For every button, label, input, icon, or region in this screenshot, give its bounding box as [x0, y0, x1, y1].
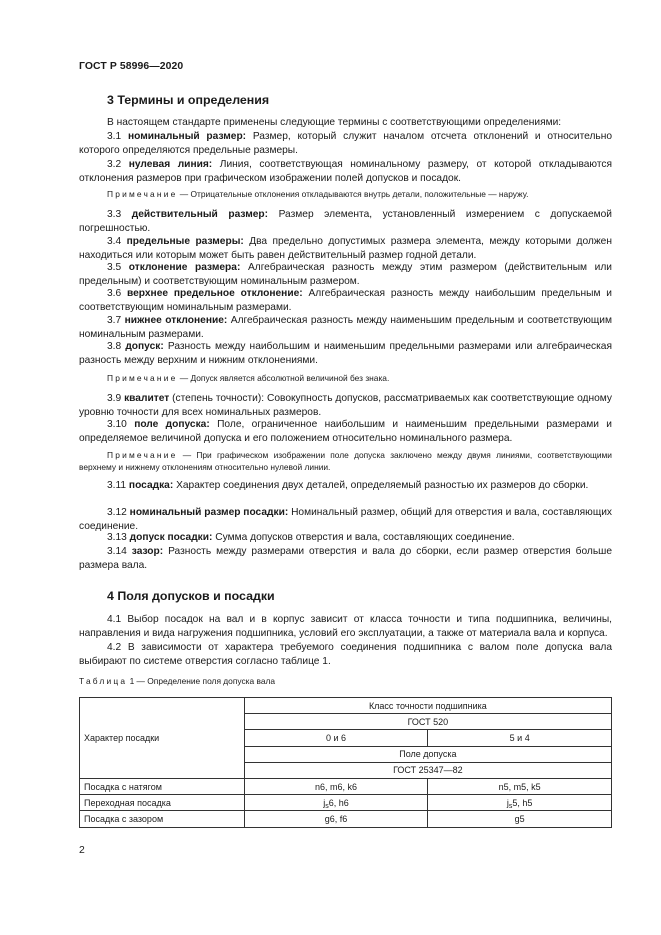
row-label: Посадка с зазором	[80, 811, 245, 827]
term-3-10: 3.10 поле допуска: Поле, ограниченное наибольшим и наименьшим предельными размерами и определяемое величиной допуска и его положением относительно номинального размера.	[79, 419, 612, 445]
intro-paragraph: В настоящем стандарте применены следующие термины с соответствующими определениями:	[107, 117, 562, 128]
term-3-11: 3.11 посадка: Характер соединения двух деталей, определяемый разностью их размеров до сборки.	[107, 480, 589, 491]
header-gost-520: ГОСТ 520	[244, 714, 611, 730]
tolerance-table	[79, 697, 612, 828]
page-number: 2	[79, 845, 85, 856]
header-class-0-6: 0 и 6	[244, 730, 428, 746]
term-3-13: 3.13 допуск посадки: Сумма допусков отверстия и вала, составляющих соединение.	[107, 532, 515, 543]
term-3-9: 3.9 квалитет (степень точности): Совокупность допусков, рассматриваемых как соответствующие одному уровню точности для всех номинальных размеров.	[79, 393, 612, 419]
table-row	[80, 778, 612, 794]
term-3-2: 3.2 нулевая линия: Линия, соответствующая номинальному размеру, от которой откладываются отклонения размеров при графическом изображении полей допусков и посадок.	[79, 159, 612, 185]
term-3-3: 3.3 действительный размер: Размер элемента, установленный измерением с допускаемой погрешностью.	[79, 209, 612, 235]
term-3-14: 3.14 зазор: Разность между размерами отверстия и вала до сборки, если размер отверстия больше размера вала.	[79, 546, 612, 572]
header-fit-character: Характер посадки	[80, 698, 245, 779]
table-row	[80, 811, 612, 827]
header-gost-25347: ГОСТ 25347—82	[244, 762, 611, 778]
cell-value: n6, m6, k6	[244, 778, 428, 794]
paragraph-4-1: 4.1 Выбор посадок на вал и в корпус зависит от класса точности и типа подшипника, величины, направления и вида нагружения подшипника, условий его эксплуатации, а также от материала вала и корпуса.	[79, 614, 612, 640]
header-tolerance-field: Поле допуска	[244, 746, 611, 762]
term-3-12: 3.12 номинальный размер посадки: Номинальный размер, общий для отверстия и вала, составляющих соединение.	[79, 507, 612, 533]
term-3-7: 3.7 нижнее отклонение: Алгебраическая разность между наименьшим предельным и соответствующим номинальным размерами.	[79, 315, 612, 341]
cell-value: g6, f6	[244, 811, 428, 827]
row-label: Переходная посадка	[80, 795, 245, 811]
paragraph-4-2: 4.2 В зависимости от характера требуемого соединения подшипника с валом поле допуска вала выбирают по системе отверстия согласно таблице 1.	[79, 642, 612, 668]
header-bearing-class: Класс точности подшипника	[244, 698, 611, 714]
term-3-1: 3.1 номинальный размер: Размер, который служит началом отсчета отклонений и относительно которого определяются предельные размеры.	[79, 131, 612, 157]
term-3-4: 3.4 предельные размеры: Два предельно допустимых размера элемента, между которыми должен находиться или которым может быть равен действительный размер годной детали.	[79, 236, 612, 262]
header-class-5-4: 5 и 4	[428, 730, 612, 746]
cell-value: $j_s5$, h5	[428, 795, 612, 811]
note-2: Примечание — Допуск является абсолютной величиной без знака.	[107, 373, 390, 383]
table-caption: Таблица 1 — Определение поля допуска вала	[79, 676, 276, 686]
cell-value: $j_s6$, h6	[244, 795, 428, 811]
term-3-6: 3.6 верхнее предельное отклонение: Алгебраическая разность между наибольшим предельным и соответствующим номинальным размерами.	[79, 288, 612, 314]
cell-value: n5, m5, k5	[428, 778, 612, 794]
term-3-5: 3.5 отклонение размера: Алгебраическая разность между этим размером (действительным или предельным) и соответствующим номинальным размером.	[79, 262, 612, 288]
section-3-title: 3 Термины и определения	[107, 93, 270, 107]
table-row	[80, 795, 612, 811]
document-header: ГОСТ Р 58996—2020	[79, 61, 184, 72]
cell-value: g5	[428, 811, 612, 827]
term-3-8: 3.8 допуск: Разность между наибольшим и наименьшим предельными размерами или алгебраическая разность между верхним и нижним отклонениями.	[79, 341, 612, 367]
row-label: Посадка с натягом	[80, 778, 245, 794]
section-4-title: 4 Поля допусков и посадки	[107, 589, 275, 603]
note-3: Примечание — При графическом изображении поле допуска заключено между двумя линиями, соответствующими верхнему и нижнему отклонениям относительно нулевой линии.	[79, 450, 612, 472]
note-1: Примечание — Отрицательные отклонения откладываются внутрь детали, положительные — наружу.	[107, 189, 529, 199]
